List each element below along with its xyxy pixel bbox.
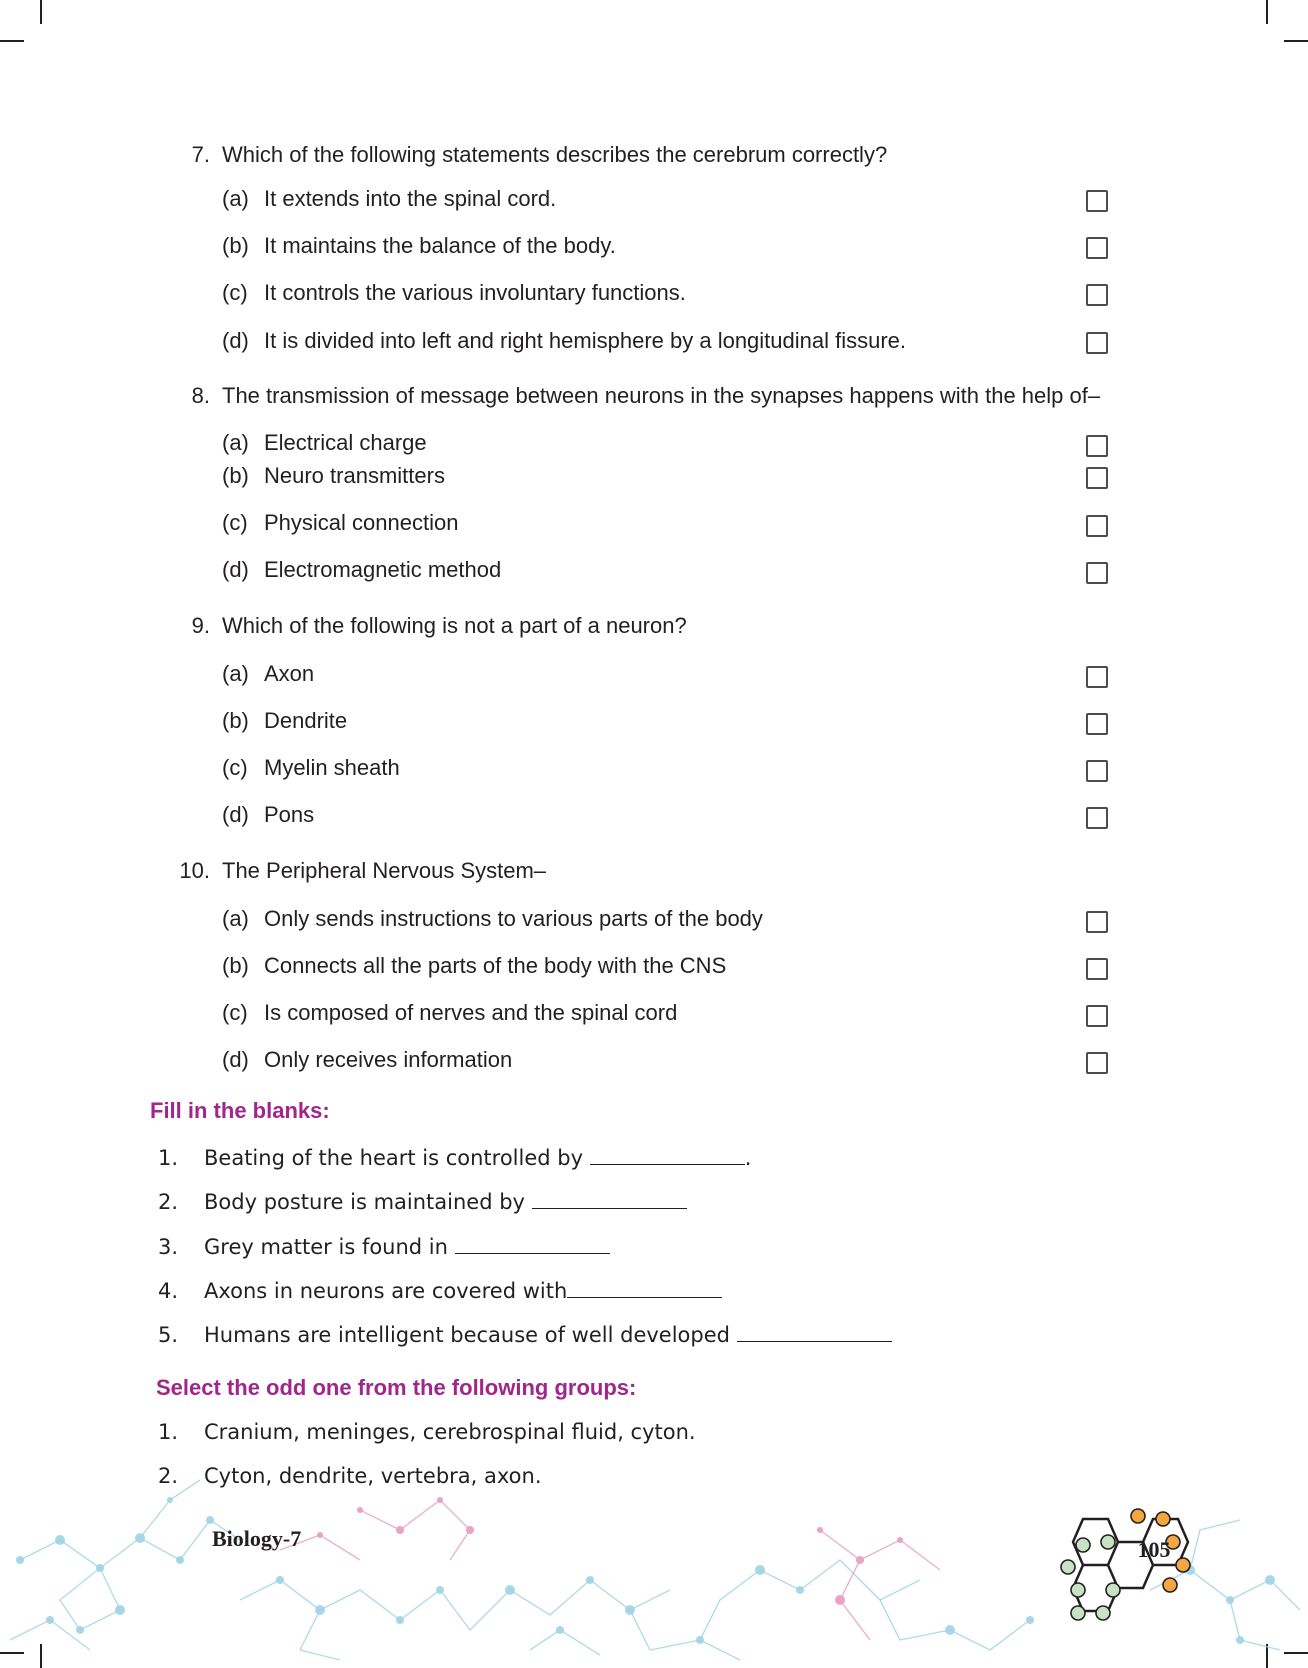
answer-checkbox[interactable] [1086,435,1108,457]
page-number-molecule [1060,1505,1210,1635]
question-number: 7. [191,142,210,167]
fill-blanks-heading: Fill in the blanks: [150,1098,330,1123]
option-10c: (c) Is composed of nerves and the spinal cord [222,1000,678,1025]
crop-mark [1284,40,1308,42]
answer-checkbox[interactable] [1086,237,1108,259]
answer-checkbox[interactable] [1086,713,1108,735]
option-7a: (a) It extends into the spinal cord. [222,186,557,211]
question-number: 9. [191,613,210,638]
blank-line[interactable] [590,1146,745,1165]
answer-checkbox[interactable] [1086,190,1108,212]
answer-checkbox[interactable] [1086,958,1108,980]
answer-checkbox[interactable] [1086,807,1108,829]
crop-mark [0,40,24,42]
answer-checkbox[interactable] [1086,1052,1108,1074]
crop-mark [1266,0,1268,24]
blank-line[interactable] [455,1235,610,1254]
answer-checkbox[interactable] [1086,467,1108,489]
blank-line[interactable] [567,1279,722,1298]
blank-line[interactable] [737,1323,892,1342]
question-number: 8. [191,383,210,408]
option-8b: (b) Neuro transmitters [222,463,445,488]
answer-checkbox[interactable] [1086,515,1108,537]
question-text: The transmission of message between neurons in the synapses happens with the help of– [222,383,1101,408]
answer-checkbox[interactable] [1086,666,1108,688]
option-10b: (b) Connects all the parts of the body with the CNS [222,953,727,978]
odd-one-heading: Select the odd one from the following groups: [156,1375,637,1400]
answer-checkbox[interactable] [1086,562,1108,584]
answer-checkbox[interactable] [1086,760,1108,782]
blank-line[interactable] [532,1190,687,1209]
page-number: 105 [1137,1537,1171,1562]
option-9a: (a) Axon [222,661,315,686]
question-text: Which of the following statements describes the cerebrum correctly? [222,142,888,167]
option-9d: (d) Pons [222,802,315,827]
answer-checkbox[interactable] [1086,284,1108,306]
question-text: The Peripheral Nervous System– [222,858,547,883]
answer-checkbox[interactable] [1086,911,1108,933]
option-8a: (a) Electrical charge [222,430,427,455]
option-8c: (c) Physical connection [222,510,459,535]
answer-checkbox[interactable] [1086,332,1108,354]
option-8d: (d) Electromagnetic method [222,557,502,582]
question-number: 10. [179,858,210,883]
option-9c: (c) Myelin sheath [222,755,400,780]
crop-mark [40,0,42,24]
option-7b: (b) It maintains the balance of the body. [222,233,616,258]
option-10a: (a) Only sends instructions to various parts of the body [222,906,763,931]
option-7d: (d) It is divided into left and right hemisphere by a longitudinal fissure. [222,328,907,353]
option-9b: (b) Dendrite [222,708,348,733]
option-10d: (d) Only receives information [222,1047,513,1072]
question-text: Which of the following is not a part of a neuron? [222,613,687,638]
option-7c: (c) It controls the various involuntary functions. [222,280,686,305]
answer-checkbox[interactable] [1086,1005,1108,1027]
book-title: Biology-7 [212,1526,302,1551]
